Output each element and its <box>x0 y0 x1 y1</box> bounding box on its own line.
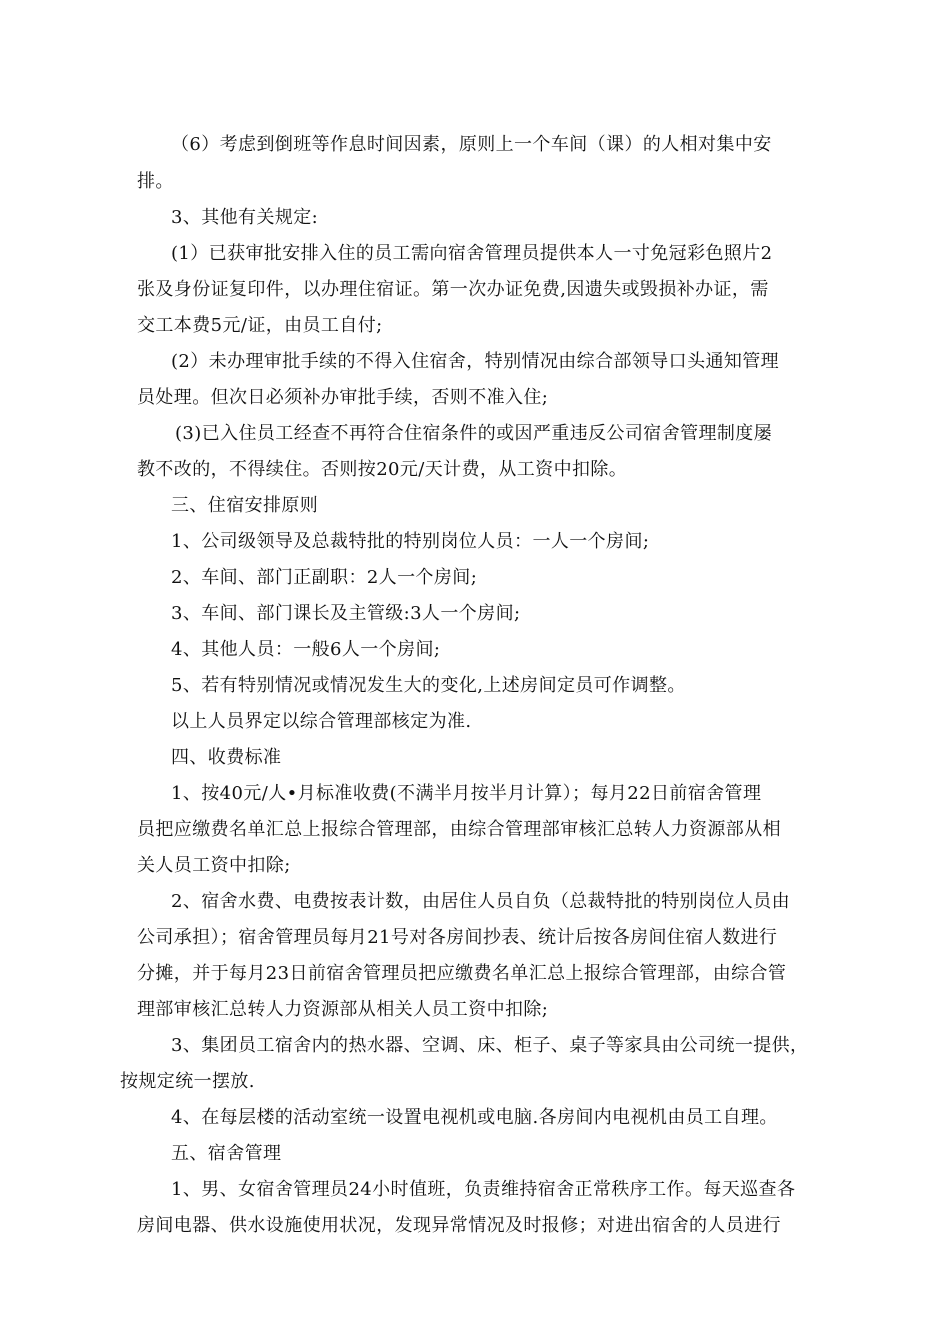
text-line: 关人员工资中扣除; <box>137 855 291 876</box>
text-line: (2）未办理审批手续的不得入住宿舍，特别情况由综合部领导口头通知管理 <box>171 351 780 372</box>
text-line: 1、按40元/人•月标准收费(不满半月按半月计算）；每月22日前宿舍管理 <box>171 783 762 804</box>
text-line: 分摊，并于每月23日前宿舍管理员把应缴费名单汇总上报综合管理部，由综合管 <box>137 963 787 984</box>
section-heading: 四、收费标准 <box>171 747 282 768</box>
section-heading: 五、宿舍管理 <box>171 1143 282 1164</box>
list-item: 4、其他人员：一般6人一个房间; <box>171 639 441 660</box>
text-line: 理部审核汇总转人力资源部从相关人员工资中扣除; <box>137 999 549 1020</box>
text-line: 4、在每层楼的活动室统一设置电视机或电脑.各房间内电视机由员工自理。 <box>171 1107 778 1128</box>
text-line: 交工本费5元/证，由员工自付; <box>137 315 383 336</box>
text-line: 教不改的，不得续住。否则按20元/天计费，从工资中扣除。 <box>137 459 628 480</box>
list-item: 5、若有特别情况或情况发生大的变化,上述房间定员可作调整。 <box>171 675 686 696</box>
text-line: （6）考虑到倒班等作息时间因素，原则上一个车间（课）的人相对集中安 <box>171 134 772 155</box>
text-line: 排。 <box>137 171 174 192</box>
text-line: 按规定统一摆放. <box>120 1071 255 1092</box>
text-line: 公司承担）；宿舍管理员每月21号对各房间抄表、统计后按各房间住宿人数进行 <box>137 927 778 948</box>
text-line: 员把应缴费名单汇总上报综合管理部，由综合管理部审核汇总转人力资源部从相 <box>137 819 781 840</box>
text-line: 以上人员界定以综合管理部核定为准. <box>171 711 472 732</box>
list-item: 2、车间、部门正副职：2人一个房间; <box>171 567 478 588</box>
section-subheading: 3、其他有关规定: <box>171 207 319 228</box>
text-line: 房间电器、供水设施使用状况，发现异常情况及时报修；对进出宿舍的人员进行 <box>137 1215 781 1236</box>
text-line: (3)已入住员工经查不再符合住宿条件的或因严重违反公司宿舍管理制度屡 <box>175 423 773 444</box>
section-heading: 三、住宿安排原则 <box>171 495 319 516</box>
text-line: 3、集团员工宿舍内的热水器、空调、床、柜子、桌子等家具由公司统一提供， <box>171 1035 809 1056</box>
list-item: 1、公司级领导及总裁特批的特别岗位人员：一人一个房间; <box>171 531 650 552</box>
text-line: 员处理。但次日必须补办审批手续，否则不准入住; <box>137 387 549 408</box>
text-line: 2、宿舍水费、电费按表计数，由居住人员自负（总裁特批的特别岗位人员由 <box>171 891 791 912</box>
text-line: 1、男、女宿舍管理员24小时值班，负责维持宿舍正常秩序工作。每天巡查各 <box>171 1179 796 1200</box>
text-line: (1）已获审批安排入住的员工需向宿舍管理员提供本人一寸免冠彩色照片2 <box>171 243 773 264</box>
list-item: 3、车间、部门课长及主管级:3人一个房间; <box>171 603 521 624</box>
text-line: 张及身份证复印件，以办理住宿证。第一次办证免费,因遗失或毁损补办证，需 <box>137 279 769 300</box>
